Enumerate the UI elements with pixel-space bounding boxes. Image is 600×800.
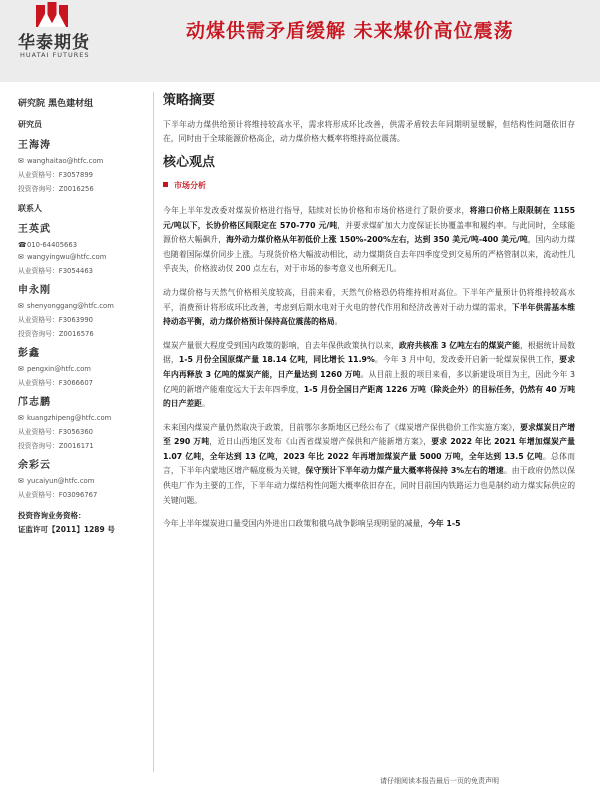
email-icon: ✉ <box>18 414 24 422</box>
researcher-name: 王海涛 <box>18 140 51 151</box>
paragraph: 今年上半年发改委对煤炭价格进行指导，陆续对长协价格和市场价格进行了限价要求，将港口价格上限限制在 1155 元/吨以下，长协价格区间限定在 570-770 元/吨，并要求煤矿加大力度保证长协覆盖率和履约率。与此同时，全球能源价格大幅飙升，海外动力煤价格从年初低价上涨 150%-200%左右，达到 350 美元/吨-400 美元/吨，国内动力煤也随着国际煤价同步上涨。与现货价格大幅波动相比，动力煤期货自去年四季度受到交易所的严格管制以来，流动性几乎丧失，价格波动仅 200 点左右，对于市场的参考意义也所剩无几。 <box>163 205 576 274</box>
huatai-logo-icon <box>33 2 71 28</box>
contact-phone: ☎010-64405663 <box>18 241 78 249</box>
strategy-title: 策略摘要 <box>163 93 216 108</box>
contact-invest: 投资咨询号：Z0016171 <box>18 442 94 450</box>
paragraph: 未来国内煤炭产量仍然取决于政策，目前鄂尔多斯地区已经公布了《煤炭增产保供稳价工作实施方案》，要求煤炭日产增至 290 万吨，近日山西地区发布《山西省煤炭增产保供和产能新增方案》，要求 2022 年比 2021 年增加煤炭产量 1.07 亿吨，全年达到 13 亿吨，2023 年比 2022 年再增加煤炭产量 5000 万吨，全年达到 13.5 亿吨。总体而言，下半年内蒙地区增产幅度极为关键，保守预计下半年动力煤产量大概率将保持 3%左右的增速。由于政府仍然以保供电厂作为主要的工作，下半年动力煤结构性问题大概率依旧存在，同时目前国内铁路运力也是制约动力煤实际供应的关键问题。 <box>163 422 576 505</box>
report-headline: 动煤供需矛盾缓解 未来煤价高位震荡 <box>186 20 514 42</box>
paragraph: 煤炭产量很大程度受到国内政策的影响，自去年保供政策执行以来，政府共核准 3 亿吨左右的煤炭产能，根据统计局数据，1-5 月份全国原煤产量 18.14 亿吨，同比增长 11.9%。今年 3 月中旬，发改委开启新一轮煤炭保供工作，要求年内再释放 3 亿吨的煤炭产能，日产量达到 1260 万吨。从目前上报的项目来看，多以新建设项目为主，因此今年 3 亿吨的新增产能难度远大于去年四季度，1-5 月份全国日产距离 1226 万吨（除炎企外）的目标任务，仍然有 40 万吨的日产差距。 <box>163 340 576 409</box>
contact-qual: 从业资格号：F3066607 <box>18 379 93 387</box>
contact-email[interactable]: ✉ kuangzhipeng@htfc.com <box>18 414 112 422</box>
license-block <box>18 509 146 537</box>
contact-name: 邝志鹏 <box>18 397 51 408</box>
sidebar <box>18 96 146 537</box>
researcher-qual: 从业资格号：F3057899 <box>18 171 93 179</box>
report-header <box>0 0 600 82</box>
email-icon: ✉ <box>18 365 24 373</box>
license-title: 投资咨询业务资格： <box>18 511 86 520</box>
footer-disclaimer: 请仔细阅读本报告最后一页的免责声明 <box>380 777 499 785</box>
researcher-email[interactable]: ✉ wanghaitao@htfc.com <box>18 157 104 165</box>
contact-name: 彭鑫 <box>18 348 40 359</box>
phone-icon: ☎ <box>18 241 27 249</box>
researcher-invest: 投资咨询号：Z0016256 <box>18 185 94 193</box>
email-icon: ✉ <box>18 157 24 165</box>
contact-name: 王英武 <box>18 224 51 235</box>
email-icon: ✉ <box>18 302 24 310</box>
bullet-square-icon <box>163 182 168 187</box>
contact-email[interactable]: ✉ pengxin@htfc.com <box>18 365 91 373</box>
contact-title: 联系人 <box>18 204 42 213</box>
company-name-en: HUATAI FUTURES <box>20 51 90 59</box>
contact-qual: 从业资格号：F3063990 <box>18 316 93 324</box>
contact-name: 申永刚 <box>18 285 51 296</box>
contact-name: 余彩云 <box>18 460 51 471</box>
company-name-cn: 华泰期货 <box>18 33 90 53</box>
paragraph: 动力煤价格与天然气价格相关度较高，目前来看，天然气价格恐仍将维持相对高位。下半年产量预计仍将维持较高水平，消费预计将形成环比改善，考虑到后期水电对于火电的替代作用和经济改善对于动力煤的需求，下半年供需基本维持动态平衡，动力煤价格预计保持高位震荡的格局。 <box>163 287 576 327</box>
contact-qual: 从业资格号：F03096767 <box>18 491 98 499</box>
contact-email[interactable]: ✉ yucaiyun@htfc.com <box>18 477 95 485</box>
contact-qual: 从业资格号：F3056360 <box>18 428 93 436</box>
main-content <box>163 94 575 541</box>
contact-qual: 从业资格号：F3054463 <box>18 267 93 275</box>
researcher-title: 研究员 <box>18 120 42 129</box>
research-group: 研究院 黑色建材组 <box>18 99 94 109</box>
strategy-text: 下半年动力煤供给预计将维持较高水平，需求将形成环比改善，供需矛盾较去年同期明显缓解，但结构性问题依旧存在，同时由于全球能源价格高企，动力煤价格大概率将维持高位震荡。 <box>163 119 575 144</box>
contact-email[interactable]: ✉ shenyonggang@htfc.com <box>18 302 114 310</box>
email-icon: ✉ <box>18 253 24 261</box>
market-analysis-heading: 市场分析 <box>163 179 575 194</box>
license-value: 证监许可【2011】1289 号 <box>18 525 115 534</box>
email-icon: ✉ <box>18 477 24 485</box>
contact-invest: 投资咨询号：Z0016576 <box>18 330 94 338</box>
column-divider <box>153 92 154 772</box>
core-title: 核心观点 <box>163 154 216 170</box>
paragraph: 今年上半年煤炭进口量受国内外进出口政策和俄乌战争影响呈现明显的减量，今年 1-5 <box>163 519 461 529</box>
contact-email[interactable]: ✉ wangyingwu@htfc.com <box>18 253 107 261</box>
